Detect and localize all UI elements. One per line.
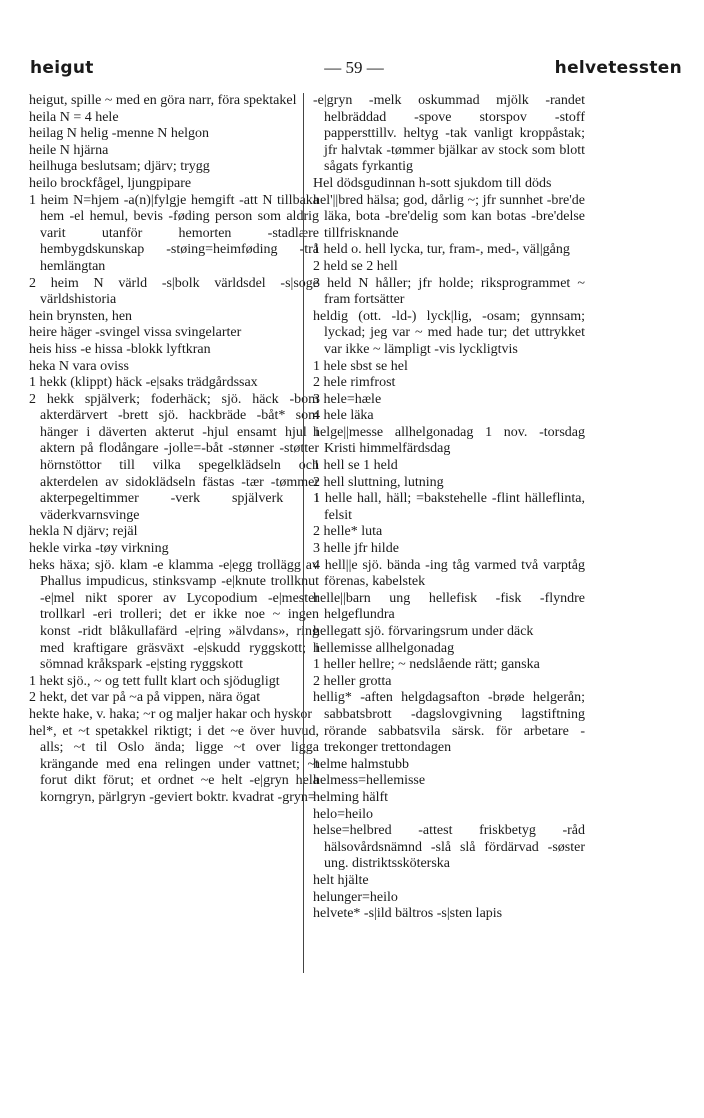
dictionary-entry: 2 held se 2 hell (313, 258, 398, 274)
dictionary-entry: 1 heller hellre; ~ nedslående rätt; ganska (313, 657, 540, 673)
right-guide-word: helvetessten (554, 58, 682, 78)
dictionary-entry: heilo brockfågel, ljungpipare (29, 175, 192, 191)
column-divider (303, 93, 304, 973)
dictionary-entry: hekla N djärv; rejäl (29, 524, 138, 540)
dictionary-entry: Hel dödsgudinnan h-sott sjukdom till döds (313, 175, 552, 191)
dictionary-entry: 2 hell sluttning, lutning (313, 474, 444, 490)
dictionary-entry: heilhuga beslutsam; djärv; trygg (29, 159, 210, 175)
dictionary-entry: 2 hele rimfrost (313, 375, 396, 391)
dictionary-entry: hein brynsten, hen (29, 308, 133, 324)
dictionary-entry: 3 helle jfr hilde (313, 541, 399, 557)
dictionary-entry: 1 held o. hell lycka, tur, fram-, med-, väl|gång (313, 242, 570, 258)
dictionary-entry: -e|gryn -melk oskummad mjölk -randet helbräddad -spove storspov -stoff pappersttillv. heltyg -tak vanligt kroppåstak; jfr halvtak -tømmer bjälkar av stock som blott sågats fyrkantig (313, 93, 585, 175)
dictionary-entry: helming hälft (313, 789, 389, 805)
dictionary-entry: 2 hekt, det var på ~a på vippen, nära ögat (29, 690, 261, 706)
dictionary-entry: 2 heller grotta (313, 673, 392, 689)
right-column (313, 93, 585, 1083)
dictionary-entry: 1 hele sbst se hel (313, 358, 408, 374)
dictionary-entry: helle||barn ung hellefisk -fisk -flyndre helgeflundra (313, 590, 585, 623)
dictionary-entry: 2 hekk spjälverk; foderhäck; sjö. häck -bom akterdärvert -brett sjö. hackbräde -båt* som hänger i däverten akterut -hjul ensamt hjul i aktern på flodångare -jolle=-båt -stønner -støtter hörnstöttor till vilka spegelklädseln och akterdelen av sidoklädseln fästas -tær -tømmer akterpegeltimmer -verk spjälverk i väderkvarnsvinge (29, 391, 319, 523)
dictionary-entry: 1 helle hall, häll; =bakstehelle -flint hälleflinta, felsit (313, 491, 585, 523)
left-guide-word: heigut (30, 58, 94, 78)
dictionary-entry: 1 hekt sjö., ~ og tett fullt klart och sjödugligt (29, 673, 280, 689)
dictionary-entry: 4 hell||e sjö. bända -ing tåg varmed två varptåg förenas, kabelstek (313, 557, 585, 590)
dictionary-entry: 1 heim N=hjem -a(n)|fylgje hemgift -att N tillbaka hem -el hemul, bevis -føding person som aldrig varit utanför hemorten -stadlære hembygdskunskap -støing=heimføding -trå hemlängtan (29, 192, 319, 274)
dictionary-entry: 3 held N håller; jfr holde; riksprogrammet ~ fram fortsätter (313, 275, 585, 308)
dictionary-entry: 3 hele=hæle (313, 391, 382, 407)
dictionary-entry: hekte hake, v. haka; ~r og maljer hakar och hyskor (29, 706, 313, 722)
dictionary-entry: helge||messe allhelgonadag 1 nov. -torsdag Kristi himmelfärdsdag (313, 424, 585, 457)
dictionary-entry: helvete* -s|ild bältros -s|sten lapis (313, 906, 503, 922)
dictionary-entry: heka N vara oviss (29, 358, 129, 374)
left-column (29, 93, 319, 1083)
dictionary-entry: heilag N helig -menne N helgon (29, 126, 210, 142)
dictionary-entry: 1 hekk (klippt) häck -e|saks trädgårdssax (29, 375, 258, 391)
dictionary-entry: hekle virka -tøy virkning (29, 541, 169, 557)
dictionary-entry: heis hiss -e hissa -blokk lyftkran (29, 341, 211, 357)
dictionary-entry: helse=helbred -attest friskbetyg -råd hälsovårdsnämnd -slå slå fördärvad -søster ung. distriktssköterska (313, 823, 585, 872)
dictionary-entry: heldig (ott. -ld-) lyck|lig, -osam; gynnsam; lyckad; jeg var ~ med hade tur; det uttrykket var ikke ~ lämpligt -vis lyckligtvis (313, 308, 585, 357)
dictionary-entry: hel'||bred hälsa; god, dårlig ~; jfr sunnhet -bre'de läka, bota -bre'delig som kan botas -bre'delse tillfrisknande (313, 192, 585, 241)
dictionary-entry: heile N hjärna (29, 142, 109, 158)
dictionary-entry: hellemisse allhelgonadag (313, 640, 455, 656)
dictionary-entry: heila N = 4 hele (29, 109, 119, 125)
dictionary-entry: 1 hell se 1 held (313, 458, 398, 474)
dictionary-entry: helo=heilo (313, 806, 373, 822)
dictionary-entry: helunger=heilo (313, 889, 398, 905)
dictionary-entry: hellegatt sjö. förvaringsrum under däck (313, 624, 534, 639)
dictionary-entry: helme halmstubb (313, 756, 410, 772)
dictionary-entry: 2 heim N värld -s|bolk världsdel -s|soge världshistoria (29, 275, 319, 308)
dictionary-entry: helmess=hellemisse (313, 773, 426, 789)
dictionary-entry: hellig* -aften helgdagsafton -brøde helgerån; sabbatsbrott -dagslovgivning lagstiftning rörande sabbatsvila särsk. för arbetare -trekonger trettondagen (313, 690, 585, 756)
dictionary-entry: heks häxa; sjö. klam -e klamma -e|egg trollägg av Phallus impudicus, stinksvamp -e|knute trollknut -e|mel nikt sporer av Lycopodium -e|mester trollkarl -eri trolleri; det er ikke noe ~ ingen konst -ridt blåkullafärd -e|ring »älvdans», ring med kraftigare gräsväxt -e|skudd ryggskott; i sömnad kråkspark -e|sting ryggskott (29, 557, 319, 673)
running-head (26, 58, 682, 82)
dictionary-entry: hel*, et ~t spetakkel riktigt; i det ~e över huvud, alls; ~t til Oslo ända; ligge ~t over ligga krängande med ena relingen under vattnet; ~t forut dikt förut; et ordnet ~e helt -e|gryn hela korngryn, pärlgryn -geviert boktr. kvadrat -gryn= (29, 723, 319, 805)
dictionary-entry: 4 hele läka (313, 408, 374, 424)
dictionary-entry: heire häger -svingel vissa svingelarter (29, 325, 242, 341)
dictionary-entry: heigut, spille ~ med en göra narr, föra spektakel (29, 93, 297, 108)
dictionary-entry: helt hjälte (313, 872, 369, 888)
dictionary-entry: 2 helle* luta (313, 524, 383, 540)
page-number: — 59 — (324, 58, 384, 77)
